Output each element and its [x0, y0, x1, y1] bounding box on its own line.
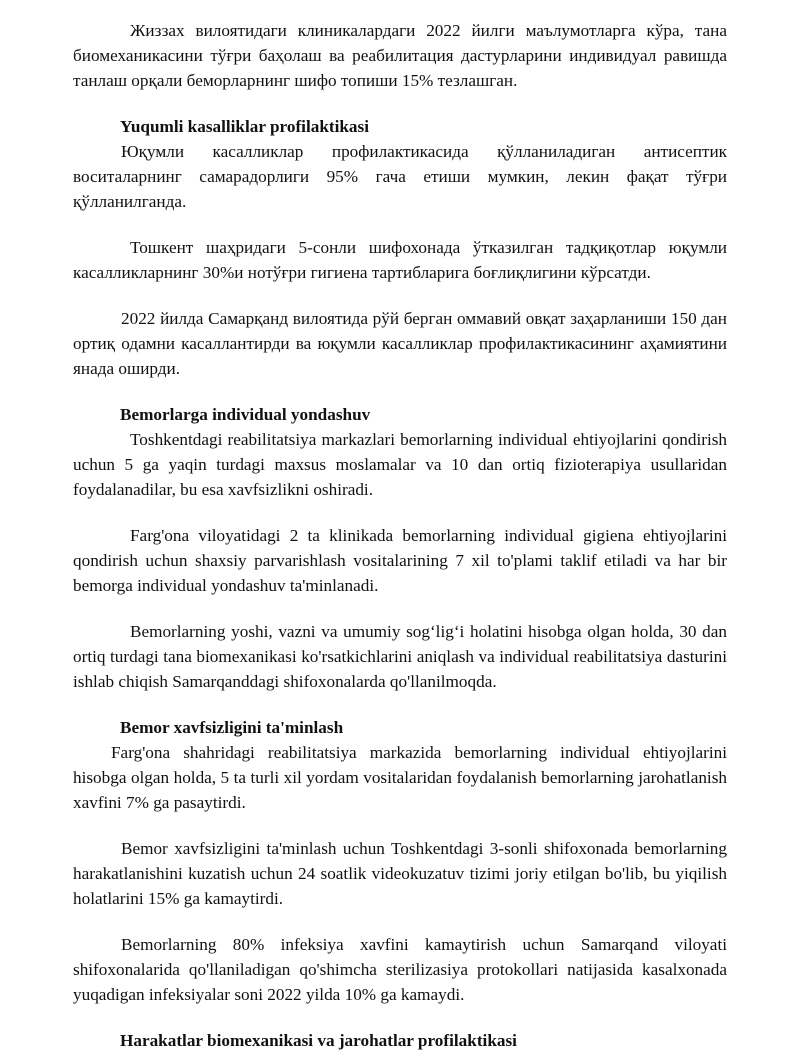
paragraph: Жиззах вилоятидаги клиникалардаги 2022 йилги маълумотларга кўра, тана биомеханикасини тўғри баҳолаш ва реабилитация дастурларини индивидуал равишда танлаш орқали беморларнинг шифо топиши 15% тезлашган.: [73, 21, 727, 90]
section-heading: Bemor xavfsizligini ta'minlash: [120, 718, 344, 737]
paragraph: Farg'ona shahridagi reabilitatsiya markazida bemorlarning individual ehtiyojlarini hisobga olgan holda, 5 ta turli xil yordam vositalaridan foydalanish bemorlarning jarohatlanish xavfini 7% ga pasaytirdi.: [73, 743, 727, 812]
section-heading: Yuqumli kasalliklar profilaktikasi: [120, 117, 369, 136]
section-heading: Bemorlarga individual yondashuv: [120, 405, 371, 424]
paragraph: Toshkentdagi reabilitatsiya markazlari bemorlarning individual ehtiyojlarini qondirish uchun 5 ga yaqin turdagi maxsus moslamalar va 10 dan ortiq fizioterapiya usullaridan foydalanadilar, bu esa xavfsizlikni oshiradi.: [73, 430, 727, 499]
paragraph: Юқумли касалликлар профилактикасида қўлланиладиган антисептик воситаларнинг самарадорлиги 95% гача етиши мумкин, лекин фақат тўғри қўлланилганда.: [73, 142, 727, 211]
paragraph: 2022 йилда Самарқанд вилоятида рўй берган оммавий овқат заҳарланиши 150 дан ортиқ одамни касаллантирди ва юқумли касалликлар профилактикасининг аҳамиятини янада оширди.: [73, 309, 727, 378]
paragraph: Farg'ona viloyatidagi 2 ta klinikada bemorlarning individual gigiena ehtiyojlarini qondirish uchun shaxsiy parvarishlash vositalarining 7 xil to'plami taklif etiladi va har bir bemorga individual yondashuv ta'minlanadi.: [73, 526, 727, 595]
section-heading: Harakatlar biomexanikasi va jarohatlar profilaktikasi: [120, 1031, 517, 1050]
paragraph: Bemorlarning 80% infeksiya xavfini kamaytirish uchun Samarqand viloyati shifoxonalarida qo'llaniladigan qo'shimcha sterilizasiya protokollari natijasida kasalxonada yuqadigan infeksiyalar soni 2022 yilda 10% ga kamaydi.: [73, 935, 727, 1004]
paragraph: Bemorlarning yoshi, vazni va umumiy sog‘lig‘i holatini hisobga olgan holda, 30 dan ortiq turdagi tana biomexanikasi ko'rsatkichlarini aniqlash va individual reabilitatsiya dasturini ishlab chiqish Samarqanddagi shifoxonalarda qo'llanilmoqda.: [73, 622, 727, 691]
paragraph: Bemor xavfsizligini ta'minlash uchun Toshkentdagi 3-sonli shifoxonada bemorlarning harakatlanishini kuzatish uchun 24 soatlik videokuzatuv tizimi joriy etilgan bo'lib, bu yiqilish holatlarini 15% ga kamaytirdi.: [73, 839, 727, 908]
paragraph: Тошкент шаҳридаги 5-сонли шифохонада ўтказилган тадқиқотлар юқумли касалликларнинг 30%и нотўғри гигиена тартибларига боғлиқлигини кўрсатди.: [73, 238, 727, 282]
